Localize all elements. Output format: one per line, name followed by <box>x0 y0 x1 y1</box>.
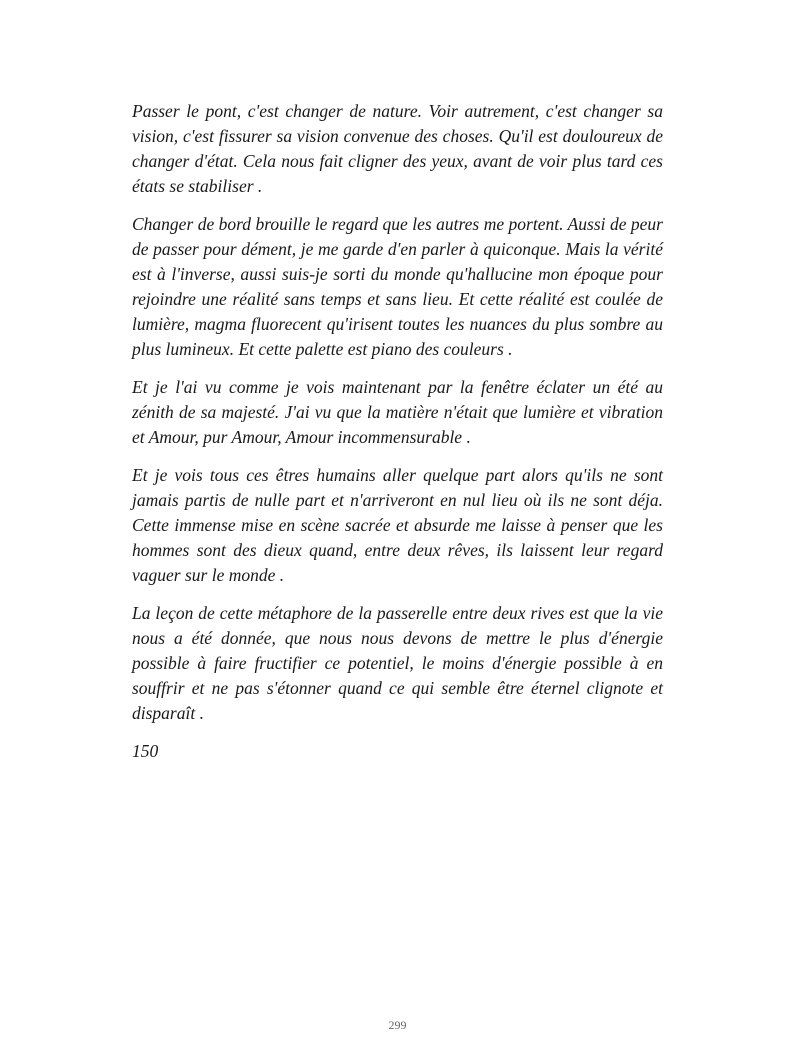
paragraph-3: Et je l'ai vu comme je vois maintenant par la fenêtre éclater un été au zénith de sa majesté. J'ai vu que la matière n'était que lumière et vibration et Amour, pur Amour, Amour incommensurable . <box>132 377 663 447</box>
chapter-number: 150 <box>132 741 159 761</box>
paragraph-5: La leçon de cette métaphore de la passerelle entre deux rives est que la vie nous a été donnée, que nous nous devons de mettre le plus d'énergie possible à faire fructifier ce potentiel, le moins d'énergie possible à en souffrir et ne pas s'étonner quand ce qui semble être éternel clignote et disparaît . <box>132 603 663 723</box>
page-number: 299 <box>388 1018 407 1032</box>
text-column <box>132 99 663 764</box>
paragraph-4: Et je vois tous ces êtres humains aller quelque part alors qu'ils ne sont jamais partis de nulle part et n'arriveront en nul lieu où ils ne sont déja. Cette immense mise en scène sacrée et absurde me laisse à penser que les hommes sont des dieux quand, entre deux rêves, ils laissent leur regard vaguer sur le monde . <box>132 465 663 585</box>
paragraph-1: Passer le pont, c'est changer de nature. Voir autrement, c'est changer sa vision, c'est fissurer sa vision convenue des choses. Qu'il est douloureux de changer d'état. Cela nous fait cligner des yeux, avant de voir plus tard ces états se stabiliser . <box>132 101 663 196</box>
paragraph-2: Changer de bord brouille le regard que les autres me portent. Aussi de peur de passer pour dément, je me garde d'en parler à quiconque. Mais la vérité est à l'inverse, aussi suis-je sorti du monde qu'hallucine mon époque pour rejoindre une réalité sans temps et sans lieu. Et cette réalité est coulée de lumière, magma fluorecent qu'irisent toutes les nuances du plus sombre au plus lumineux. Et cette palette est piano des couleurs . <box>132 214 663 359</box>
